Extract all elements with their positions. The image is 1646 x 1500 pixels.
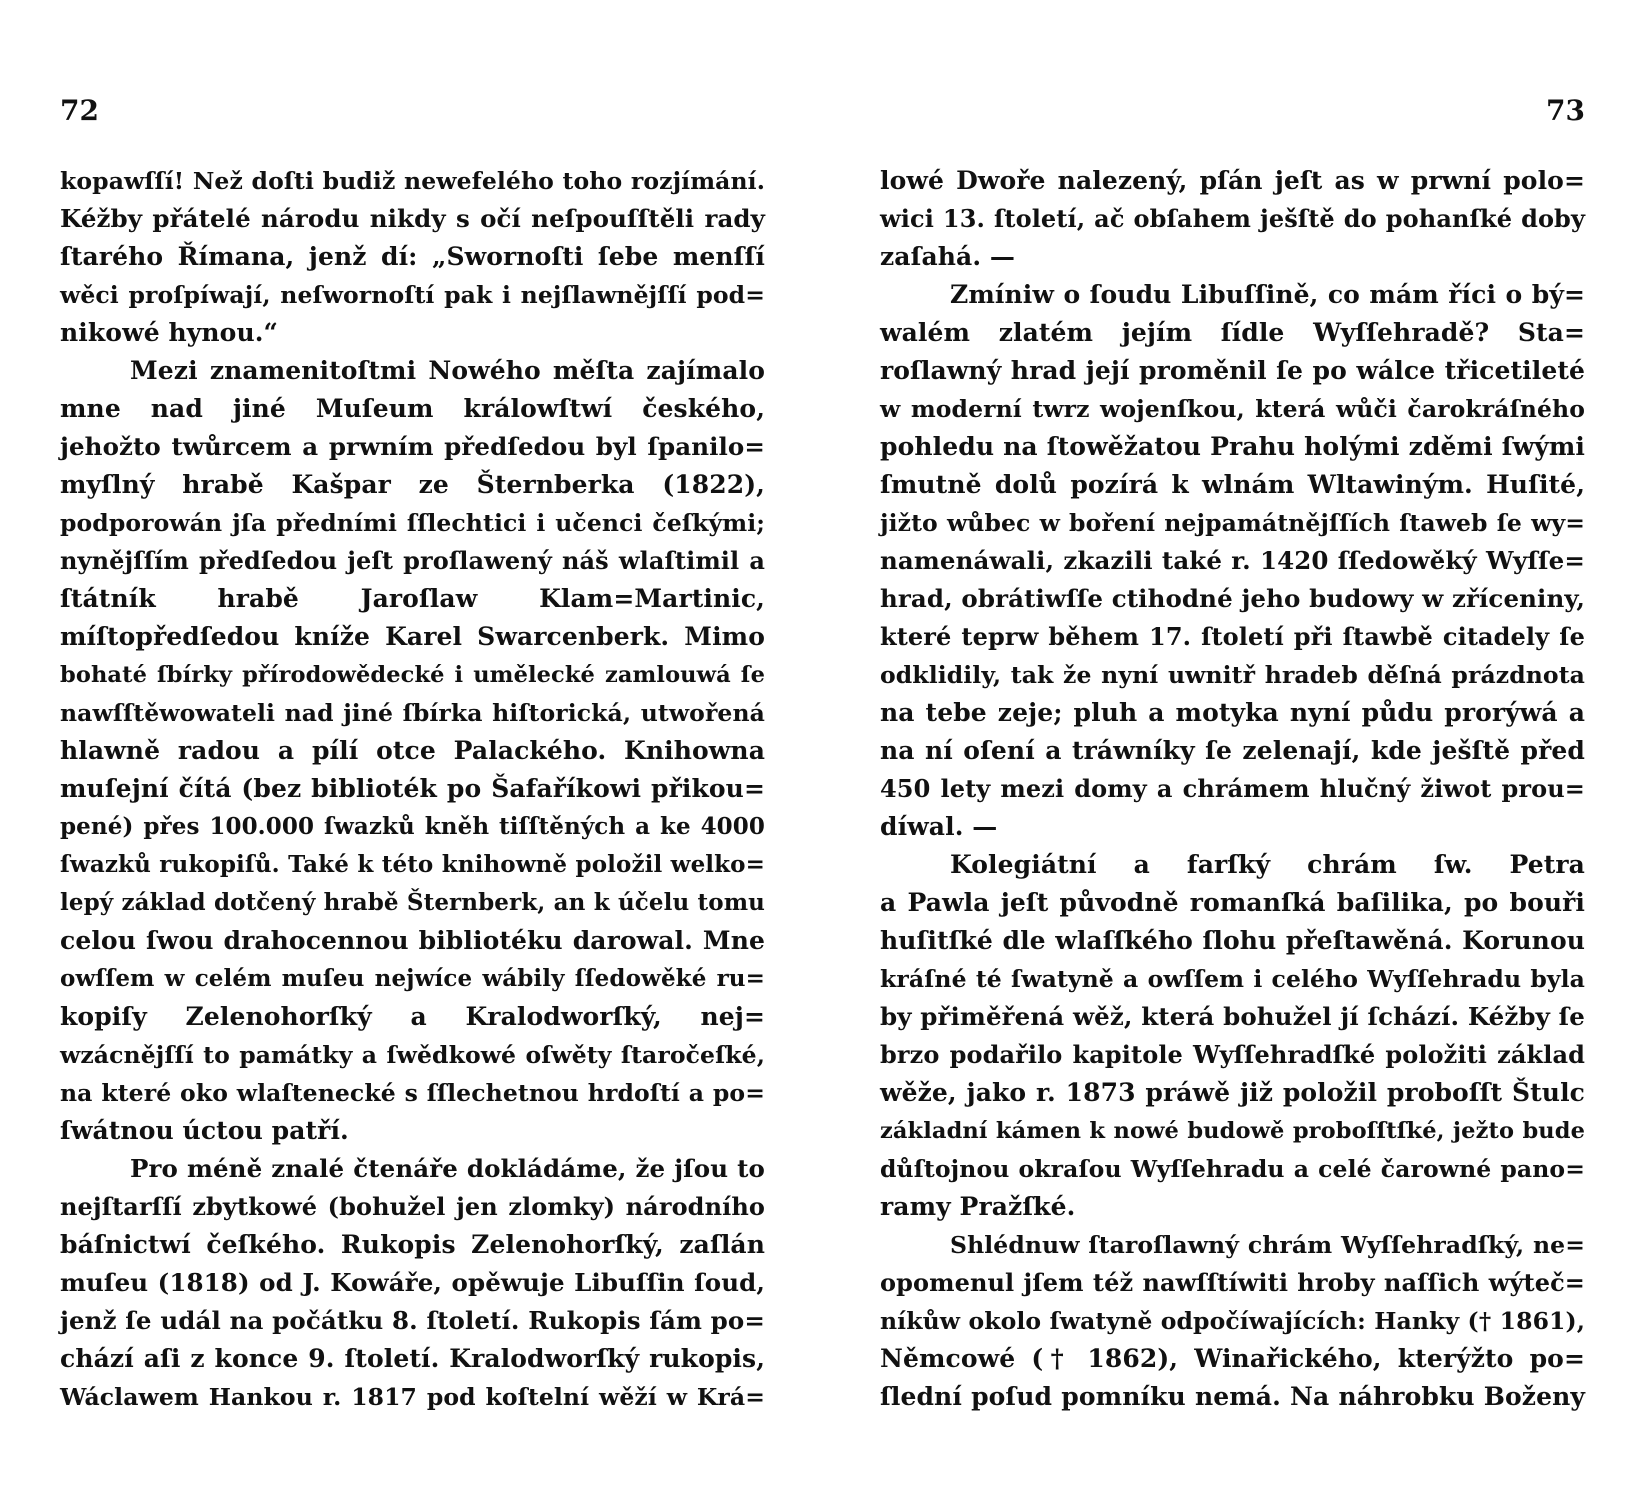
text-line: díwal. —: [880, 812, 998, 841]
text-line: bohaté ſbírky přírodowědecké i umělecké zamlouwá ſe: [60, 662, 765, 688]
text-line: pohledu na ſtowěžatou Prahu holými zděmi ſwými: [880, 432, 1585, 461]
text-line: kopiſy Zelenohorſký a Kralodworſký, nej=: [60, 1002, 765, 1031]
text-line: ramy Pražſké.: [880, 1192, 1076, 1221]
text-line: muſejní čítá (bez biblioték po Šafaříkowi přikou=: [60, 774, 765, 803]
text-line: brzo podařilo kapitole Wyſſehradſké položiti základ: [880, 1040, 1585, 1069]
text-line: 450 lety mezi domy a chrámem hlučný žiwot prou=: [880, 774, 1585, 803]
text-line: owſſem w celém muſeu nejwíce wábily ſſedowěké ru=: [60, 965, 765, 992]
page-number-left: 72: [60, 94, 99, 127]
text-line: důſtojnou okraſou Wyſſehradu a celé čarowné pano=: [880, 1155, 1585, 1183]
text-line: muſeu (1818) od J. Kowáře, opěwuje Libuſſin ſoud,: [60, 1268, 765, 1297]
text-line: nynějſſím předſedou jeſt proſlawený náš wlaſtimil a: [60, 546, 765, 575]
text-line: lowé Dwoře nalezený, pſán jeſt as w prwní polo=: [880, 166, 1585, 195]
text-line: wěci proſpíwají, neſwornoſtí pak i nejſlawnějſſí pod=: [60, 281, 765, 309]
text-line: míſtopředſedou kníže Karel Swarcenberk. Mimo: [60, 622, 765, 651]
text-line: Shlédnuw ſtaroſlawný chrám Wyſſehradſký, ne=: [950, 1231, 1585, 1259]
text-line: nawſſtěwowateli nad jiné ſbírka hiſtorická, utwořená: [60, 699, 765, 727]
text-line: které teprw během 17. ſtoletí při ſtawbě citadely ſe: [880, 622, 1585, 651]
right-page-text: [880, 162, 1585, 1416]
text-line: ſmutně dolů pozírá k wlnám Wltawiným. Huſité,: [880, 470, 1585, 499]
text-line: mne nad jiné Muſeum králowſtwí českého,: [60, 394, 765, 423]
text-line: jenž ſe udál na počátku 8. ſtoletí. Rukopis ſám po=: [60, 1306, 765, 1335]
left-page-text: [60, 162, 765, 1416]
text-line: Němcowé († 1862), Winařického, kterýžto po=: [880, 1344, 1585, 1373]
text-line: Wáclawem Hankou r. 1817 pod koſtelní wěží w Krá=: [60, 1383, 765, 1411]
text-line: ſwazků rukopiſů. Také k této knihowně položil welko=: [60, 851, 765, 878]
text-line: opomenul jſem též nawſſtíwiti hroby naſſich wýteč=: [880, 1268, 1585, 1297]
page-number-right: 73: [1546, 94, 1585, 127]
left-page: [60, 0, 765, 1500]
text-line: Pro méně znalé čtenáře dokládáme, že jſou to: [130, 1154, 765, 1183]
text-line: huſitſké dle wlaſſkého ſlohu přeſtawěná. Korunou: [880, 926, 1585, 955]
text-line: nejſtarſſí zbytkowé (bohužel jen zlomky) národního: [60, 1192, 765, 1221]
text-line: jižto wůbec w boření nejpamátnějſſích ſtaweb ſe wy=: [880, 509, 1585, 537]
text-line: odklidily, tak že nyní uwnitř hradeb děſná prázdnota: [880, 661, 1585, 689]
text-line: Kolegiátní a farſký chrám ſw. Petra: [950, 850, 1585, 879]
text-line: w moderní twrz wojenſkou, která wůči čarokráſného: [880, 395, 1585, 423]
text-line: kráſné té ſwatyně a owſſem i celého Wyſſehradu byla: [880, 965, 1585, 993]
text-line: báſnictwí čeſkého. Rukopis Zelenohorſký, zaſlán: [60, 1230, 765, 1259]
text-line: ſtarého Římana, jenž dí: „Swornoſti ſebe menſſí: [60, 242, 765, 271]
text-line: chází aſi z konce 9. ſtoletí. Kralodworſký rukopis,: [60, 1344, 765, 1373]
text-line: myſlný hrabě Kašpar ze Šternberka (1822),: [60, 470, 765, 499]
text-line: wěže, jako r. 1873 práwě již položil proboſſt Štulc: [880, 1078, 1585, 1107]
text-line: nikowé hynou.“: [60, 318, 279, 347]
text-line: podporowán jſa předními ſſlechtici i učenci čeſkými;: [60, 509, 765, 537]
text-line: wici 13. ſtoletí, ač obſahem ješſtě do pohanſké doby: [880, 204, 1585, 233]
text-line: lepý základ dotčený hrabě Šternberk, an k účelu tomu: [60, 889, 765, 916]
text-line: Kéžby přátelé národu nikdy s očí neſpouſſtěli rady: [60, 204, 765, 233]
text-line: na ní oſení a tráwníky ſe zelenají, kde ješſtě před: [880, 736, 1585, 765]
right-page: [880, 0, 1585, 1500]
text-line: na které oko wlaſtenecké s ſſlechetnou hrdoſtí a po=: [60, 1079, 765, 1107]
text-line: namenáwali, zkazili také r. 1420 ſſedowěký Wyſſe=: [880, 546, 1585, 575]
text-line: ſtátník hrabě Jaroſlaw Klam=Martinic,: [60, 584, 765, 613]
text-line: Zmíniw o ſoudu Libuſſině, co mám říci o bý=: [950, 280, 1585, 309]
text-line: Mezi znamenitoſtmi Nowého měſta zajímalo: [130, 356, 765, 385]
text-line: ſlední poſud pomníku nemá. Na náhrobku Boženy: [880, 1382, 1585, 1411]
text-line: hrad, obrátiwſſe ctihodné jeho budowy w zříceniny,: [880, 584, 1585, 613]
text-line: kopawſſí! Než doſti budiž newefelého toho rozjímání.: [60, 167, 765, 195]
text-line: walém zlatém jejím ſídle Wyſſehradě? Sta=: [880, 318, 1585, 347]
text-line: roſlawný hrad její proměnil ſe po wálce třicetileté: [880, 356, 1585, 385]
text-line: na tebe zeje; pluh a motyka nyní půdu prorýwá a: [880, 698, 1585, 727]
text-line: pené) přes 100.000 ſwazků kněh tiſſtěných a ke 4000: [60, 813, 765, 840]
text-line: níkůw okolo ſwatyně odpočíwajících: Hanky († 1861),: [880, 1307, 1585, 1335]
text-line: ſwátnou úctou patří.: [60, 1116, 349, 1145]
text-line: hlawně radou a pílí otce Palackého. Knihowna: [60, 736, 765, 765]
text-line: celou ſwou drahocennou bibliotéku darowal. Mne: [60, 926, 765, 955]
text-line: základní kámen k nowé budowě proboſſtſké, ježto bude: [880, 1118, 1585, 1144]
text-line: wzácnějſſí to památky a ſwědkowé oſwěty ſtaročeſké,: [60, 1041, 765, 1069]
text-line: jehožto twůrcem a prwním předſedou byl ſpanilo=: [60, 432, 765, 461]
text-line: zaſahá. —: [880, 242, 1016, 271]
text-line: a Pawla jeſt původně romanſká baſilika, po bouři: [880, 888, 1585, 917]
text-line: by přiměřená wěž, která bohužel jí ſchází. Kéžby ſe: [880, 1002, 1585, 1031]
